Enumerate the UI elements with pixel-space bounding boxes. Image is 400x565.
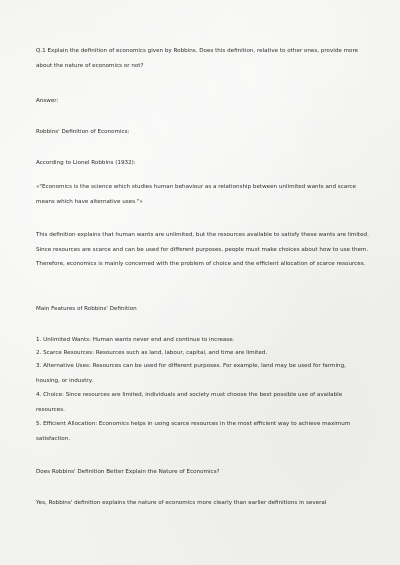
definition-heading: Robbins' Definition of Economics: [36,129,130,135]
feature-item-4: 4. Choice: Since resources are limited, individuals and society must choose the best possible use of available resources. [36,392,343,413]
feature-item-5: 5. Efficient Allocation: Economics helps in using scarce resources in the most efficient way to achieve maximum satisfaction. [36,421,351,442]
question-text: Q.1 Explain the definition of economics given by Robbins. Does this definition, relative to other ones, provide more about the nature of economics or not? [36,48,359,69]
explanation-paragraph: This definition explains that human wants are unlimited, but the resources available to satisfy these wants are limited. Since resources are scarce and can be used for different purposes, people must make choices about how to use them. Therefore, economics is mainly concerned with the problem of choice and the efficient allocation of scarce resources. [36,232,369,267]
nature-paragraph: Yes, Robbins' definition explains the nature of economics more clearly than earlier definitions in several [36,500,327,506]
according-to-line: According to Lionel Robbins (1932): [36,160,136,166]
feature-item-3: 3. Alternative Uses: Resources can be used for different purposes. For example, land may be used for farming, housing, or industry. [36,363,346,384]
answer-label: Answer: [36,98,59,104]
features-heading: Main Features of Robbins' Definition [36,306,137,312]
robbins-quote: «"Economics is the science which studies human behaviour as a relationship between unlimited wants and scarce means which have alternative uses."» [36,184,356,205]
nature-heading: Does Robbins' Definition Better Explain the Nature of Economics? [36,469,220,475]
feature-item-1: 1. Unlimited Wants: Human wants never end and continue to increase. [36,337,235,343]
feature-item-2: 2. Scarce Resources: Resources such as land, labour, capital, and time are limited. [36,350,268,356]
